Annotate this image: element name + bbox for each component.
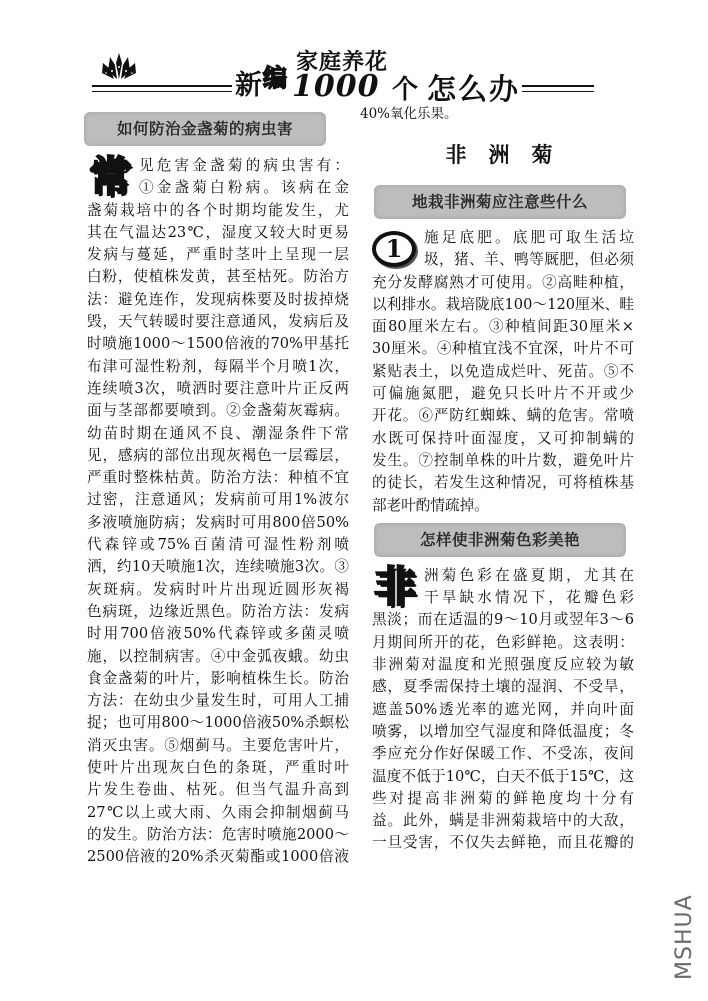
- text-line: 非洲菊对温度和光照强度反应较为敏: [372, 656, 634, 674]
- subject-title: 非洲菊: [445, 143, 575, 167]
- text-line: 一旦受害，不仅失去鲜艳，而且花瓣的: [372, 834, 634, 852]
- text-line: 连续喷3次，喷洒时要注意叶片正反两: [87, 379, 349, 397]
- text-line: 干旱缺水情况下，花瓣色彩: [424, 589, 634, 607]
- page-header: [92, 45, 612, 105]
- text-line: 色病斑，边缘近黑色。防治方法：发病: [87, 602, 349, 620]
- text-line: 以利排水。栽培陇底100～120厘米、畦: [372, 295, 634, 313]
- text-line: 的徒长，若发生这种情况，可将植株基: [372, 474, 634, 492]
- text-line: 可偏施氮肥，避免只长叶片不开或少: [372, 385, 634, 403]
- text-line: 水既可保持叶面湿度，又可抑制螨的: [372, 429, 634, 447]
- text-line: 时用700倍液50%代森锌或多菌灵喷: [87, 625, 349, 643]
- text-line: 充分发酵腐熟才可使用。②高畦种植，: [372, 273, 634, 291]
- text-line: 2500倍液的20%杀灭菊酯或1000倍液: [87, 848, 349, 866]
- title-prefix: 新: [235, 70, 261, 101]
- text-line: 方法：在幼虫少量发生时，可用人工捕: [87, 692, 349, 710]
- section-heading-gerbera-planting: 地栽非洲菊应注意些什么: [374, 185, 626, 219]
- text-line: 喷雾，以增加空气湿度和降低温度；冬: [372, 722, 634, 740]
- left-column: [87, 152, 349, 869]
- dropcap-paragraph: [372, 561, 634, 611]
- section-heading-gerbera-color: 怎样使非洲菊色彩美艳: [374, 523, 626, 557]
- text-line: ①金盏菊白粉病。该病在金: [139, 179, 349, 197]
- text-line: 圾，猪、羊、鸭等厩肥，但必须: [424, 251, 634, 269]
- text-line: 些对提高非洲菊的鲜艳度均十分有: [372, 789, 634, 807]
- text-line: 发生。⑦控制单株的叶片数，避免叶片: [372, 451, 634, 469]
- text-line: 紧贴表土，以免造成烂叶、死苗。⑤不: [372, 362, 634, 380]
- dropcap: 常: [88, 152, 131, 201]
- text-line: 灰斑病。发病时叶片出现近圆形灰褐: [87, 580, 349, 598]
- text-line: 盏菊栽培中的各个时期均能发生，尤: [87, 201, 349, 219]
- text-line: 益。此外，螨是非洲菊栽培中的大敌，: [372, 812, 634, 830]
- text-line: 部老叶酌情疏掉。: [372, 496, 489, 514]
- text-line: 幼苗时期在通风不良、潮湿条件下常: [87, 424, 349, 442]
- title-measure: 个: [392, 75, 419, 105]
- text-line: 时喷施1000～1500倍液的70%甲基托: [87, 335, 349, 353]
- text-line: 白粉，使植株发黄，甚至枯死。防治方: [87, 268, 349, 286]
- text-line: 30厘米。④种植宜浅不宜深，叶片不可: [372, 340, 634, 358]
- text-line: 施足底肥。底肥可取生活垃: [424, 229, 634, 246]
- title-top: 家庭养花: [296, 49, 389, 75]
- header-rule-right: [522, 85, 594, 92]
- text-line: 季应充分作好保暖工作、不受冻，夜间: [372, 745, 634, 763]
- lotus-flower-icon: [100, 51, 138, 81]
- text-line: 遮盖50%透光率的遮光网，并向叶面: [372, 700, 634, 718]
- text-line: 使叶片出现灰白色的条斑，严重时叶: [87, 759, 349, 777]
- right-column: [360, 105, 634, 855]
- text-line: 面80厘米左右。③种植间距30厘米×: [372, 318, 634, 336]
- text-line: 代森锌或75%百菌清可湿性粉剂喷: [87, 536, 349, 554]
- text-line: 的发生。防治方法：危害时喷施2000～: [87, 825, 349, 843]
- header-rule-left: [92, 85, 232, 92]
- text-line: 见危害金盏菊的病虫害有：: [139, 157, 349, 174]
- text-line: 法：避免连作，发现病株要及时拔掉烧: [87, 290, 349, 308]
- text-line: 感，夏季需保持土壤的湿润、不受旱，: [372, 678, 634, 696]
- text-line: 温度不低于10℃，白天不低于15℃，这: [372, 767, 634, 785]
- text-line: 多液喷施防病；发病时可用800倍50%: [87, 513, 349, 531]
- text-line: 其在气温达23℃，湿度又较大时更易: [87, 223, 349, 241]
- title-prefix-outline: 编: [263, 64, 287, 92]
- text-line: 面与茎部都要喷到。②金盏菊灰霉病。: [87, 402, 349, 420]
- text-line: 施，以控制病害。④中金弧夜蛾。幼虫: [87, 647, 349, 665]
- text-line: 布津可湿性粉剂，每隔半个月喷1次，: [87, 357, 349, 375]
- title-suffix: 怎么办: [427, 72, 521, 106]
- text-line: 黑淡；而在适温的9～10月或翌年3～6: [372, 611, 634, 629]
- circled-number-dropcap: 1: [372, 231, 416, 267]
- text-line: 消灭虫害。⑤烟蓟马。主要危害叶片，: [87, 736, 349, 754]
- text-line: 月期间所开的花，色彩鲜艳。这表明：: [372, 633, 634, 651]
- text-line: 开花。⑥严防红蜘蛛、螨的危害。常喷: [372, 407, 634, 425]
- dropcap-paragraph: [87, 152, 349, 201]
- section-heading-calendula-pests: 如何防治金盏菊的病虫害: [84, 112, 326, 146]
- text-line: 片发生卷曲、枯死。但当气温升高到: [87, 781, 349, 799]
- dropcap: 非: [373, 561, 416, 611]
- text-line: 食金盏菊的叶片，影响植株生长。防治: [87, 669, 349, 687]
- text-line: 捉；也可用800～1000倍液50%杀螟松: [87, 714, 349, 732]
- text-line: 过密，注意通风；发病前可用1%波尔: [87, 491, 349, 509]
- continuation-text: 40%氧化乐果。: [360, 106, 458, 122]
- text-line: 发病与蔓延，严重时茎叶上呈现一层: [87, 246, 349, 264]
- dropcap-paragraph: [372, 227, 634, 272]
- text-line: 洲菊色彩在盛夏期，尤其在: [424, 566, 634, 584]
- text-line: 毁，天气转暖时要注意通风，发病后及: [87, 313, 349, 331]
- text-line: 见，感病的部位出现灰褐色一层霉层，: [87, 446, 349, 464]
- watermark: MSHUA: [672, 894, 697, 980]
- text-line: 洒，约10天喷施1次，连续喷施3次。③: [87, 558, 349, 576]
- text-line: 27℃以上或大雨、久雨会抑制烟蓟马: [87, 803, 349, 821]
- title-number: 1000: [292, 69, 380, 104]
- text-line: 严重时整株枯黄。防治方法：种植不宜: [87, 469, 349, 487]
